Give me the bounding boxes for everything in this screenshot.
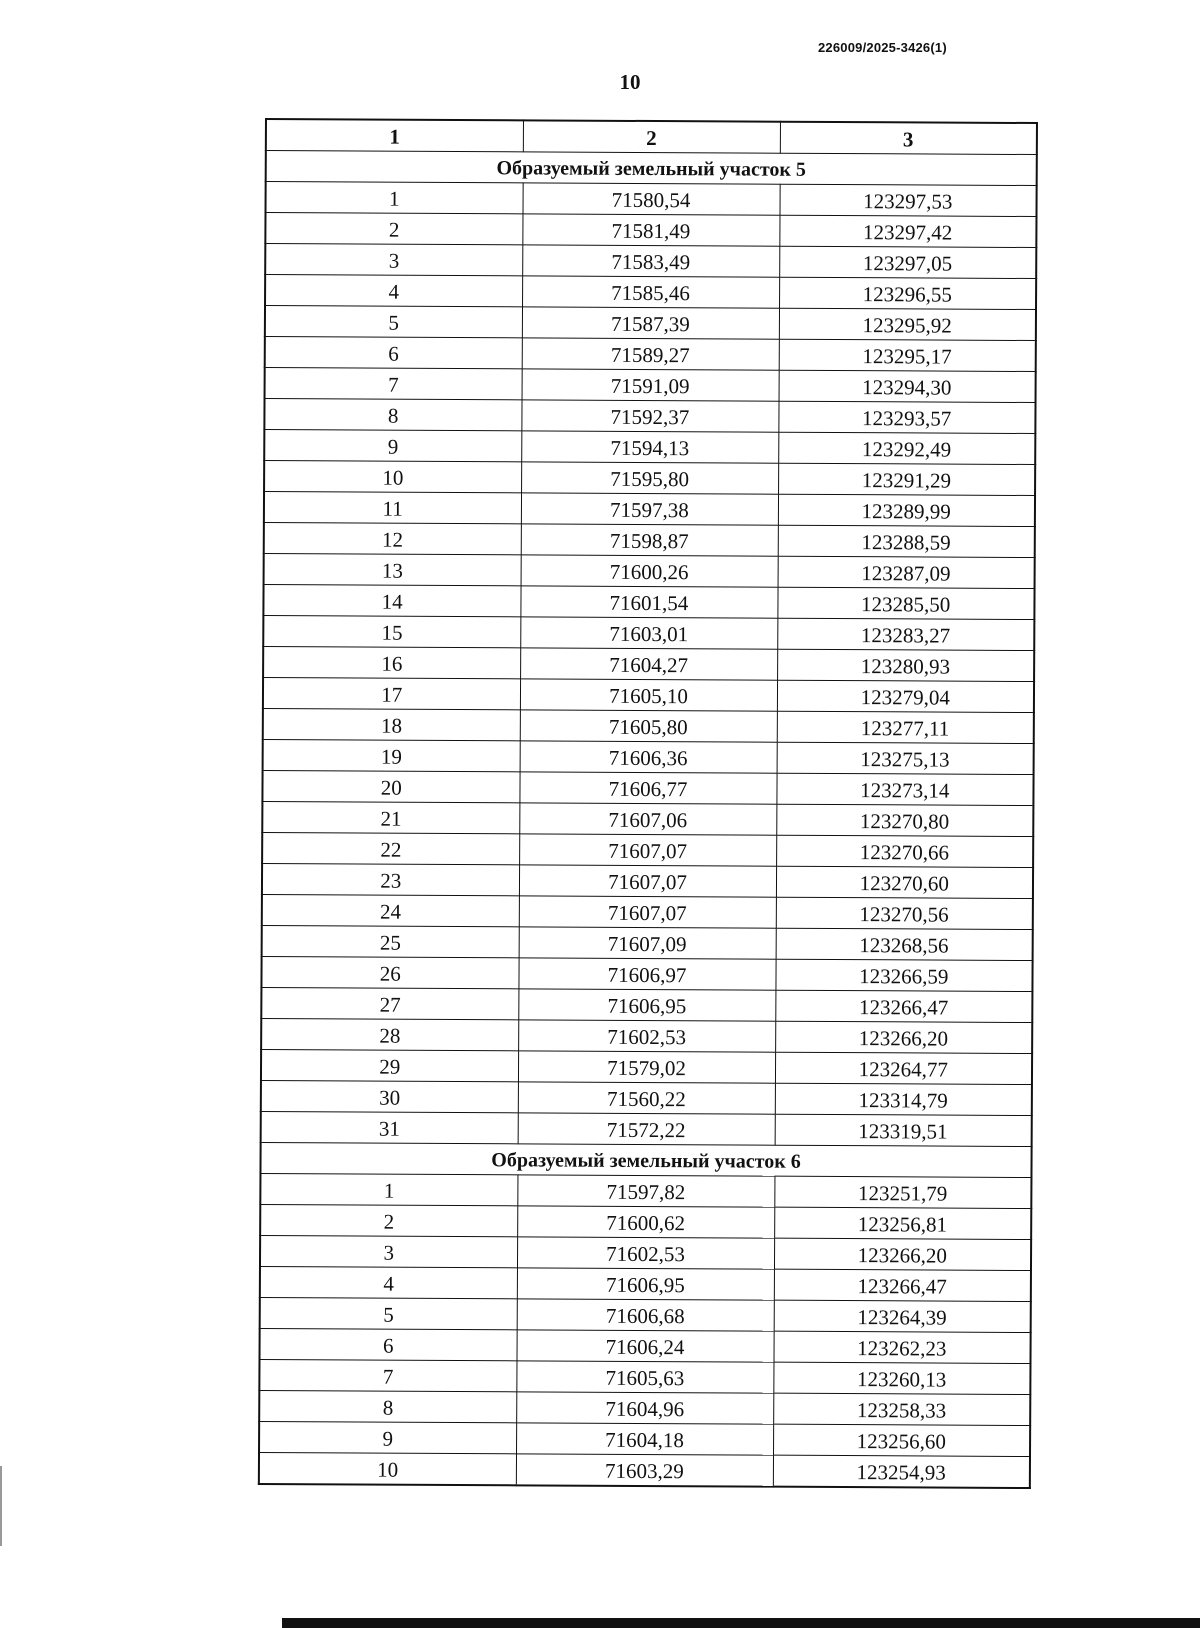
y-coordinate-cell: 123285,50: [777, 587, 1034, 619]
y-coordinate-cell: 123288,59: [778, 525, 1035, 557]
coordinates-table-container: [258, 118, 1036, 1489]
x-coordinate-cell: 71595,80: [521, 462, 778, 494]
table-row: [265, 213, 1036, 248]
point-number-cell: 19: [263, 739, 520, 771]
y-coordinate-cell: 123251,79: [774, 1176, 1031, 1208]
y-coordinate-cell: 123314,79: [775, 1083, 1032, 1115]
y-coordinate-cell: 123319,51: [775, 1114, 1032, 1146]
y-coordinate-cell: 123296,55: [779, 277, 1036, 309]
y-coordinate-cell: 123266,20: [775, 1021, 1032, 1053]
point-number-cell: 7: [259, 1359, 516, 1391]
scan-edge-bar: [282, 1618, 1200, 1628]
y-coordinate-cell: 123297,05: [779, 246, 1036, 278]
point-number-cell: 10: [259, 1452, 516, 1485]
x-coordinate-cell: 71606,95: [518, 989, 775, 1021]
point-number-cell: 26: [261, 956, 518, 988]
point-number-cell: 27: [261, 987, 518, 1019]
section-title: Образуемый земельный участок 6: [260, 1142, 1031, 1177]
x-coordinate-cell: 71585,46: [522, 276, 779, 308]
x-coordinate-cell: 71606,24: [516, 1330, 773, 1362]
y-coordinate-cell: 123293,57: [778, 401, 1035, 433]
table-row: [263, 677, 1034, 712]
x-coordinate-cell: 71607,06: [519, 803, 776, 835]
point-number-cell: 20: [262, 770, 519, 802]
header-row: [266, 119, 1037, 155]
point-number-cell: 29: [261, 1049, 518, 1081]
y-coordinate-cell: 123270,56: [776, 897, 1033, 929]
table-row: [265, 275, 1036, 310]
x-coordinate-cell: 71607,07: [519, 834, 776, 866]
point-number-cell: 4: [265, 275, 522, 307]
x-coordinate-cell: 71606,68: [517, 1299, 774, 1331]
y-coordinate-cell: 123264,77: [775, 1052, 1032, 1084]
point-number-cell: 9: [259, 1421, 516, 1453]
y-coordinate-cell: 123287,09: [778, 556, 1035, 588]
table-row: [264, 461, 1035, 496]
point-number-cell: 1: [260, 1173, 517, 1205]
x-coordinate-cell: 71605,80: [520, 710, 777, 742]
point-number-cell: 1: [266, 182, 523, 214]
x-coordinate-cell: 71606,95: [517, 1268, 774, 1300]
x-coordinate-cell: 71607,07: [519, 865, 776, 897]
table-body: [259, 151, 1037, 1489]
x-coordinate-cell: 71594,13: [521, 431, 778, 463]
point-number-cell: 15: [263, 615, 520, 647]
table-row: [260, 1204, 1031, 1239]
x-coordinate-cell: 71600,26: [521, 555, 778, 587]
x-coordinate-cell: 71600,62: [517, 1206, 774, 1238]
table-row: [264, 430, 1035, 465]
table-row: [260, 1173, 1031, 1208]
table-row: [265, 368, 1036, 403]
scan-edge-mark: [0, 1466, 2, 1546]
table-row: [259, 1328, 1030, 1363]
point-number-cell: 17: [263, 677, 520, 709]
column-header-3: 3: [780, 122, 1037, 155]
x-coordinate-cell: 71592,37: [521, 400, 778, 432]
y-coordinate-cell: 123279,04: [777, 680, 1034, 712]
table-row: [265, 337, 1036, 372]
table-row: [259, 1452, 1030, 1488]
point-number-cell: 2: [265, 213, 522, 245]
table-row: [260, 1266, 1031, 1301]
section-title: Образуемый земельный участок 5: [266, 151, 1037, 186]
table-row: [259, 1359, 1030, 1394]
point-number-cell: 9: [264, 430, 521, 462]
table-row: [266, 182, 1037, 217]
x-coordinate-cell: 71605,63: [516, 1361, 773, 1393]
x-coordinate-cell: 71560,22: [518, 1082, 775, 1114]
x-coordinate-cell: 71597,38: [521, 493, 778, 525]
y-coordinate-cell: 123283,27: [777, 618, 1034, 650]
point-number-cell: 30: [261, 1080, 518, 1112]
point-number-cell: 3: [265, 244, 522, 276]
table-row: [261, 1018, 1032, 1053]
y-coordinate-cell: 123295,92: [779, 308, 1036, 340]
point-number-cell: 21: [262, 801, 519, 833]
point-number-cell: 2: [260, 1204, 517, 1236]
point-number-cell: 4: [260, 1266, 517, 1298]
y-coordinate-cell: 123280,93: [777, 649, 1034, 681]
x-coordinate-cell: 71604,96: [516, 1392, 773, 1424]
x-coordinate-cell: 71579,02: [518, 1051, 775, 1083]
y-coordinate-cell: 123277,11: [777, 711, 1034, 743]
page-number: 10: [619, 70, 641, 94]
x-coordinate-cell: 71603,29: [516, 1454, 773, 1487]
y-coordinate-cell: 123294,30: [779, 370, 1036, 402]
point-number-cell: 22: [262, 832, 519, 864]
table-row: [265, 244, 1036, 279]
table-row: [263, 584, 1034, 619]
table-row: [263, 708, 1034, 743]
point-number-cell: 18: [263, 708, 520, 740]
table-row: [261, 1080, 1032, 1115]
table-row: [262, 925, 1033, 960]
table-row: [262, 801, 1033, 836]
table-row: [260, 1235, 1031, 1270]
point-number-cell: 12: [264, 522, 521, 554]
x-coordinate-cell: 71581,49: [522, 214, 779, 246]
x-coordinate-cell: 71606,97: [518, 958, 775, 990]
y-coordinate-cell: 123266,47: [775, 990, 1032, 1022]
y-coordinate-cell: 123266,20: [774, 1238, 1031, 1270]
table-row: [259, 1421, 1030, 1456]
x-coordinate-cell: 71602,53: [517, 1237, 774, 1269]
point-number-cell: 7: [265, 368, 522, 400]
point-number-cell: 14: [263, 584, 520, 616]
y-coordinate-cell: 123270,66: [776, 835, 1033, 867]
y-coordinate-cell: 123273,14: [776, 773, 1033, 805]
point-number-cell: 25: [262, 925, 519, 957]
point-number-cell: 6: [259, 1328, 516, 1360]
table-row: [261, 987, 1032, 1022]
y-coordinate-cell: 123256,60: [773, 1424, 1030, 1456]
x-coordinate-cell: 71602,53: [518, 1020, 775, 1052]
x-coordinate-cell: 71601,54: [520, 586, 777, 618]
point-number-cell: 5: [265, 306, 522, 338]
y-coordinate-cell: 123289,99: [778, 494, 1035, 526]
point-number-cell: 28: [261, 1018, 518, 1050]
table-row: [262, 832, 1033, 867]
x-coordinate-cell: 71572,22: [518, 1113, 775, 1145]
x-coordinate-cell: 71598,87: [521, 524, 778, 556]
table-row: [264, 522, 1035, 557]
table-row: [261, 1111, 1032, 1146]
x-coordinate-cell: 71597,82: [517, 1175, 774, 1207]
y-coordinate-cell: 123270,80: [776, 804, 1033, 836]
coordinates-table: [258, 118, 1038, 1489]
y-coordinate-cell: 123262,23: [773, 1331, 1030, 1363]
y-coordinate-cell: 123297,53: [779, 184, 1036, 216]
table-row: [262, 770, 1033, 805]
point-number-cell: 23: [262, 863, 519, 895]
table-row: [264, 492, 1035, 527]
y-coordinate-cell: 123275,13: [777, 742, 1034, 774]
table-header: [266, 119, 1037, 155]
y-coordinate-cell: 123297,42: [779, 215, 1036, 247]
y-coordinate-cell: 123292,49: [778, 432, 1035, 464]
point-number-cell: 3: [260, 1235, 517, 1267]
x-coordinate-cell: 71605,10: [520, 679, 777, 711]
y-coordinate-cell: 123291,29: [778, 463, 1035, 495]
table-row: [263, 615, 1034, 650]
point-number-cell: 6: [265, 337, 522, 369]
point-number-cell: 10: [264, 461, 521, 493]
x-coordinate-cell: 71591,09: [522, 369, 779, 401]
y-coordinate-cell: 123268,56: [776, 928, 1033, 960]
y-coordinate-cell: 123266,59: [775, 959, 1032, 991]
table-row: [263, 646, 1034, 681]
table-row: [262, 894, 1033, 929]
point-number-cell: 8: [259, 1390, 516, 1422]
x-coordinate-cell: 71583,49: [522, 245, 779, 277]
x-coordinate-cell: 71587,39: [522, 307, 779, 339]
y-coordinate-cell: 123254,93: [773, 1455, 1030, 1488]
table-row: [259, 1390, 1030, 1425]
y-coordinate-cell: 123260,13: [773, 1362, 1030, 1394]
point-number-cell: 5: [260, 1297, 517, 1329]
column-header-2: 2: [523, 120, 780, 153]
x-coordinate-cell: 71603,01: [520, 617, 777, 649]
x-coordinate-cell: 71604,18: [516, 1423, 773, 1455]
table-row: [264, 399, 1035, 434]
column-header-1: 1: [266, 119, 523, 152]
y-coordinate-cell: 123266,47: [774, 1269, 1031, 1301]
document-number: 226009/2025-3426(1): [818, 40, 947, 55]
table-row: [260, 1297, 1031, 1332]
x-coordinate-cell: 71589,27: [522, 338, 779, 370]
x-coordinate-cell: 71607,07: [519, 896, 776, 928]
point-number-cell: 24: [262, 894, 519, 926]
x-coordinate-cell: 71604,27: [520, 648, 777, 680]
x-coordinate-cell: 71606,36: [520, 741, 777, 773]
section-title-row: [260, 1142, 1031, 1177]
x-coordinate-cell: 71606,77: [519, 772, 776, 804]
point-number-cell: 8: [264, 399, 521, 431]
table-row: [265, 306, 1036, 341]
y-coordinate-cell: 123258,33: [773, 1393, 1030, 1425]
table-row: [262, 863, 1033, 898]
point-number-cell: 31: [261, 1111, 518, 1143]
table-row: [264, 553, 1035, 588]
table-row: [261, 1049, 1032, 1084]
x-coordinate-cell: 71607,09: [519, 927, 776, 959]
y-coordinate-cell: 123270,60: [776, 866, 1033, 898]
point-number-cell: 11: [264, 492, 521, 524]
point-number-cell: 16: [263, 646, 520, 678]
point-number-cell: 13: [264, 553, 521, 585]
section-title-row: [266, 151, 1037, 186]
y-coordinate-cell: 123295,17: [779, 339, 1036, 371]
table-row: [261, 956, 1032, 991]
y-coordinate-cell: 123256,81: [774, 1207, 1031, 1239]
x-coordinate-cell: 71580,54: [523, 183, 780, 215]
table-row: [263, 739, 1034, 774]
y-coordinate-cell: 123264,39: [774, 1300, 1031, 1332]
